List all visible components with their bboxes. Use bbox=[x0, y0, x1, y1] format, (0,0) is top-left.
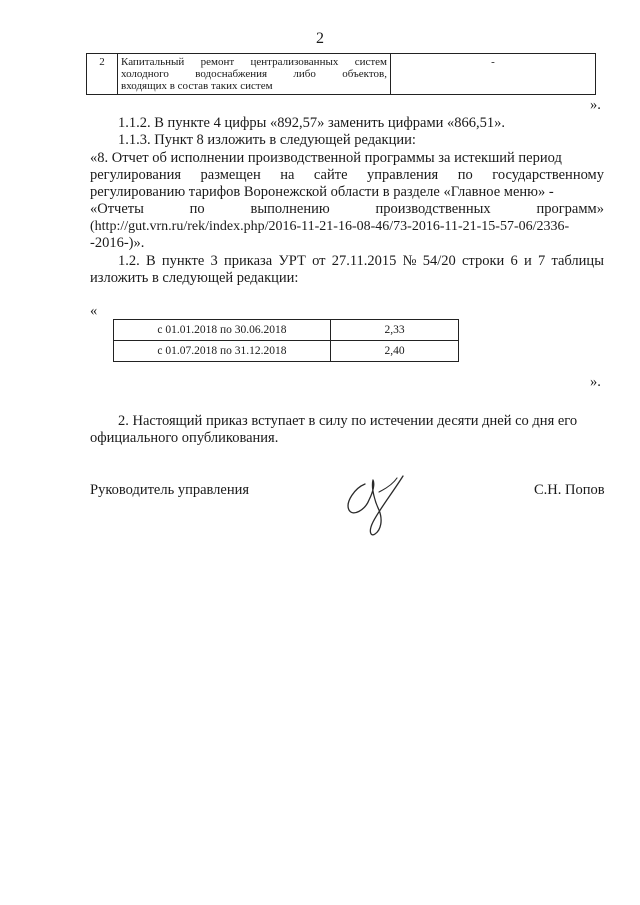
description-line: входящих в состав таких систем bbox=[121, 80, 273, 92]
signatory-position: Руководитель управления bbox=[90, 482, 250, 498]
word: и bbox=[523, 253, 532, 269]
word: 6 bbox=[510, 253, 518, 269]
word: «Отчеты bbox=[90, 201, 144, 217]
word: размещен bbox=[200, 167, 261, 183]
page-number: 2 bbox=[316, 30, 324, 47]
table-row bbox=[114, 320, 459, 341]
word: УРТ bbox=[278, 253, 306, 269]
word: программ» bbox=[536, 201, 604, 217]
word: государственному bbox=[492, 167, 604, 183]
paragraph-2-line-1: 2. Настоящий приказ вступает в силу по истечении десяти дней со дня его bbox=[118, 413, 578, 429]
handwritten-signature bbox=[335, 462, 415, 542]
paragraph-2-line-2: официального опубликования. bbox=[90, 430, 279, 446]
item8-line-2 bbox=[90, 167, 604, 184]
word: № bbox=[402, 253, 417, 269]
word: сайте bbox=[313, 167, 348, 183]
period-cell: с 01.01.2018 по 30.06.2018 bbox=[114, 320, 331, 341]
paragraph-1-2-line-2: изложить в следующей редакции: bbox=[90, 270, 299, 286]
row-number-cell: 2 bbox=[87, 54, 118, 95]
word: таблицы bbox=[551, 253, 604, 269]
item8-url-line: (http://gut.vrn.ru/rek/index.php/2016-11-21-16-08-46/73-2016-11-21-15-57-06/2336- bbox=[90, 219, 570, 234]
word: производственных bbox=[375, 201, 491, 217]
description-line: холодного водоснабжения либо объектов, bbox=[121, 68, 387, 80]
word: 7 bbox=[537, 253, 546, 269]
word: 1.2. bbox=[118, 253, 140, 269]
word: управления bbox=[367, 167, 439, 183]
rate-value-cell: 2,33 bbox=[331, 320, 459, 341]
word: 54/20 bbox=[422, 253, 456, 269]
rates-table bbox=[113, 319, 459, 362]
row-description-cell bbox=[118, 54, 391, 95]
description-line: Капитальный ремонт централизованных систем bbox=[121, 56, 387, 68]
paragraph-1-2-line-1 bbox=[118, 253, 604, 270]
table-row bbox=[114, 341, 459, 362]
opening-quote: « bbox=[90, 303, 98, 319]
row-value-cell: - bbox=[391, 54, 596, 95]
item8-line-1: «8. Отчет об исполнении производственной программы за истекший период bbox=[90, 150, 562, 166]
word: 3 bbox=[210, 253, 218, 269]
rate-value-cell: 2,40 bbox=[331, 341, 459, 362]
period-cell: с 01.07.2018 по 31.12.2018 bbox=[114, 341, 331, 362]
signatory-name: С.Н. Попов bbox=[534, 482, 605, 498]
paragraph-1-1-2: 1.1.2. В пункте 4 цифры «892,57» заменить цифрами «866,51». bbox=[118, 115, 506, 131]
word: по bbox=[189, 201, 205, 217]
item8-line-6: -2016-)». bbox=[90, 235, 145, 251]
amendment-table bbox=[86, 53, 596, 95]
closing-quote-1: ». bbox=[590, 97, 601, 113]
word: 27.11.2015 bbox=[331, 253, 397, 269]
paragraph-1-1-3: 1.1.3. Пункт 8 изложить в следующей редакции: bbox=[118, 132, 416, 148]
word: строки bbox=[462, 253, 505, 269]
word: по bbox=[457, 167, 473, 183]
word: на bbox=[280, 167, 295, 183]
word: приказа bbox=[224, 253, 273, 269]
table-row bbox=[87, 54, 596, 95]
word: регулирования bbox=[90, 167, 182, 183]
word: от bbox=[312, 253, 326, 269]
item8-line-3: регулированию тарифов Воронежской области в разделе «Главное меню» - bbox=[90, 184, 554, 200]
word: пункте bbox=[161, 253, 205, 269]
word: выполнению bbox=[250, 201, 330, 217]
word: В bbox=[145, 253, 156, 269]
item8-line-4 bbox=[90, 201, 604, 218]
closing-quote-2: ». bbox=[590, 374, 601, 390]
